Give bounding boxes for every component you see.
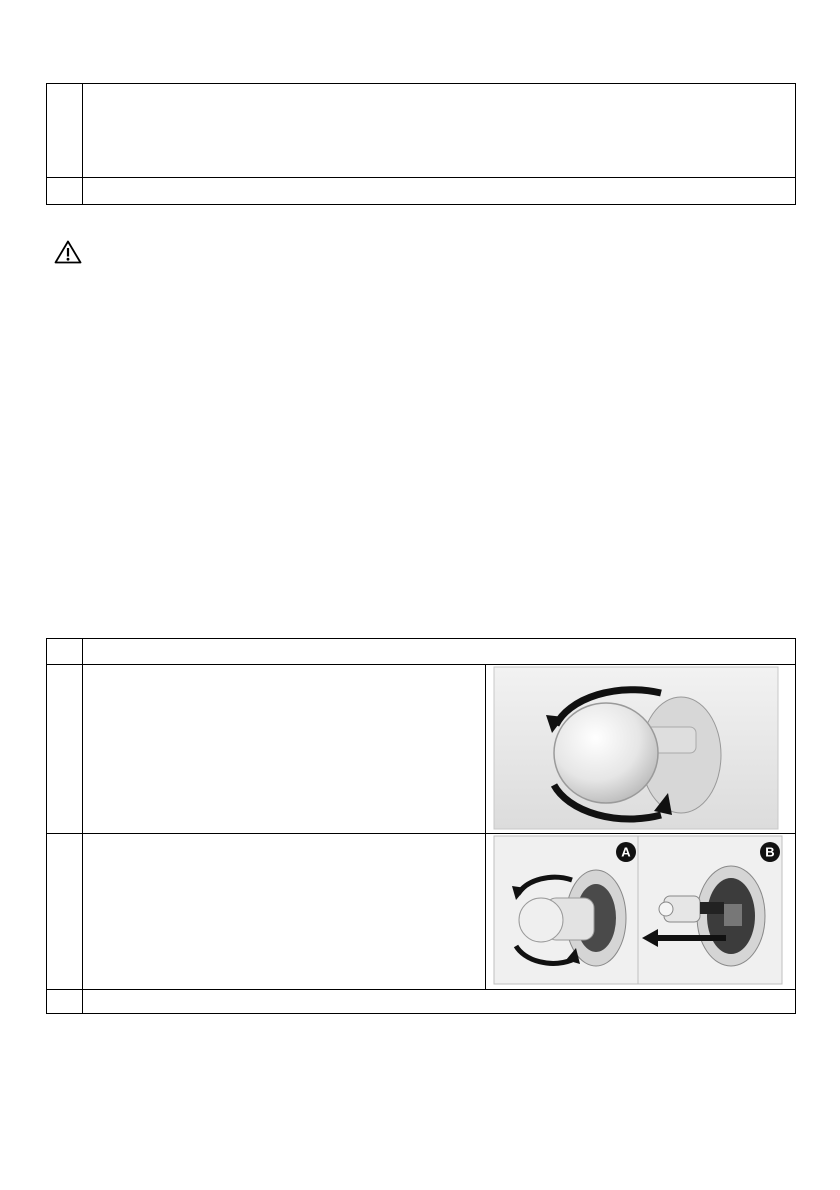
bulb-cover-rotate-figure <box>486 665 795 833</box>
header-text <box>83 639 796 665</box>
bulb-cover-rotate-illustration <box>486 665 786 831</box>
footer-number <box>47 990 83 1014</box>
table-footer-row <box>47 990 796 1014</box>
bulb-remove-illustration <box>486 834 786 987</box>
footer-text <box>83 990 796 1014</box>
step-text <box>83 665 486 834</box>
table-header-row <box>47 639 796 665</box>
top-table <box>46 83 796 205</box>
bulb-replacement-table <box>46 638 796 1014</box>
table-row <box>47 665 796 834</box>
step-figure-cell <box>486 834 796 990</box>
warning-triangle-icon <box>54 240 82 264</box>
row-number <box>47 178 83 205</box>
row-text <box>83 178 796 205</box>
table-row <box>47 834 796 990</box>
table-row <box>47 178 796 205</box>
row-text <box>83 84 796 178</box>
step-number <box>47 665 83 834</box>
bulb-remove-figure <box>486 834 795 989</box>
panel-label-a: A <box>621 844 631 860</box>
row-number <box>47 84 83 178</box>
step-figure-cell <box>486 665 796 834</box>
header-number <box>47 639 83 665</box>
step-number <box>47 834 83 990</box>
table-row <box>47 84 796 178</box>
step-text <box>83 834 486 990</box>
panel-label-b: B <box>765 844 775 860</box>
